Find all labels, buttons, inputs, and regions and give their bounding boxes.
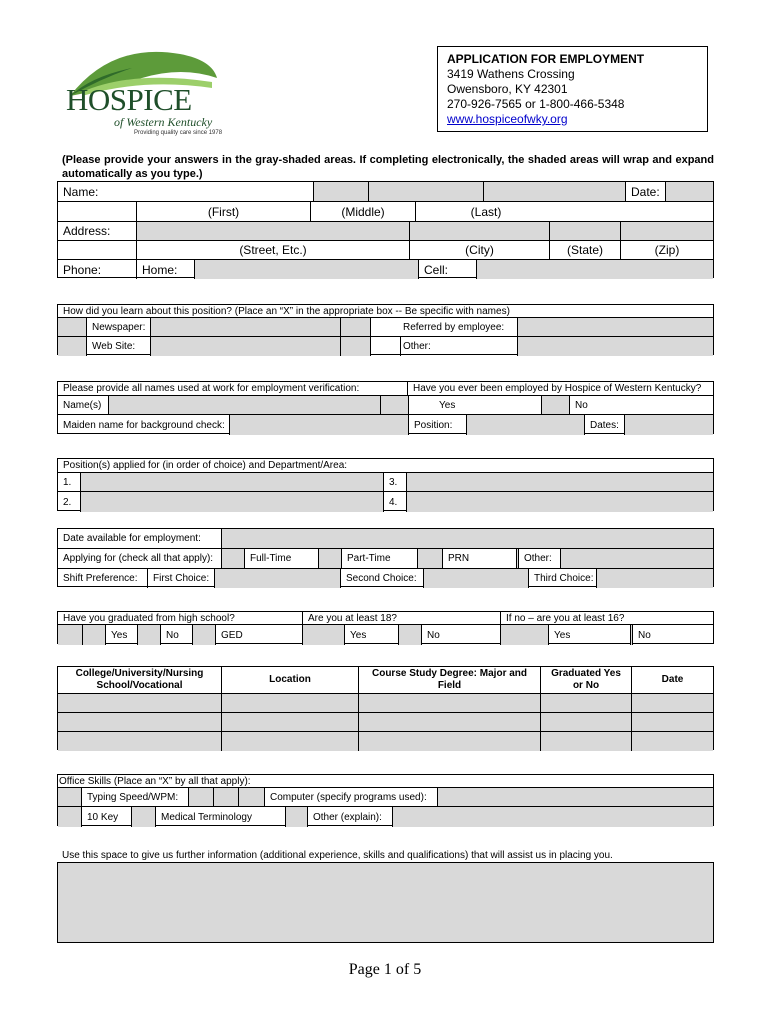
- verification-prompt-row: [58, 382, 713, 396]
- computer-field[interactable]: [438, 788, 713, 806]
- age18-yes-label: Yes: [345, 625, 399, 645]
- graduated-field[interactable]: [541, 694, 632, 712]
- position-2-label: 2.: [58, 492, 81, 512]
- last-caption: (Last): [470, 204, 502, 219]
- zip-caption: (Zip): [654, 243, 680, 257]
- location-field[interactable]: [222, 713, 359, 731]
- school-field[interactable]: [58, 713, 222, 731]
- prn-label: PRN: [443, 549, 517, 568]
- date-field[interactable]: [666, 182, 713, 201]
- course-field[interactable]: [359, 694, 541, 712]
- date-available-label: Date available for employment:: [58, 529, 222, 548]
- typing-wpm-field[interactable]: [189, 788, 214, 806]
- home-phone-field[interactable]: [195, 260, 419, 279]
- page-number: Page 1 of 5: [348, 961, 422, 978]
- source-question-row: [58, 305, 713, 318]
- age16-prompt: If no – are you at least 16?: [506, 612, 625, 624]
- education-header-row: [58, 667, 713, 694]
- skills-prompt: Office Skills (Place an “X” by all that apply):: [59, 775, 251, 787]
- header-box: [437, 46, 708, 132]
- state-caption: (State): [550, 241, 621, 259]
- names-label: Name(s): [58, 396, 109, 414]
- zip-field[interactable]: [621, 222, 713, 240]
- medical-label: Medical Terminology: [156, 807, 286, 827]
- further-info-prompt: Use this space to give us further information (additional experience, skills and qualifications) that will assist us in placing you.: [62, 850, 613, 861]
- logo-name: HOSPICE: [66, 82, 192, 117]
- location-field[interactable]: [222, 732, 359, 751]
- address-caption-row: [58, 241, 713, 260]
- employed-prompt: Have you ever been employed by Hospice of Western Kentucky?: [413, 383, 702, 394]
- computer-label: Computer (specify programs used):: [265, 788, 438, 806]
- tenkey-checkbox[interactable]: [58, 807, 82, 827]
- personal-info-section: [57, 181, 714, 278]
- positions-row-2: [58, 492, 713, 512]
- prn-checkbox[interactable]: [418, 549, 443, 568]
- availability-section: [57, 528, 714, 587]
- medical-checkbox[interactable]: [132, 807, 156, 827]
- first-choice-field[interactable]: [215, 569, 341, 588]
- age18-no-label: No: [422, 625, 501, 645]
- other-label: Other:: [398, 337, 518, 356]
- position-2-field[interactable]: [81, 492, 384, 512]
- source-section: [57, 304, 714, 355]
- first-caption: (First): [137, 202, 311, 221]
- position-3-field[interactable]: [407, 473, 713, 491]
- names-row: [58, 396, 713, 415]
- date-label: Date:: [626, 182, 666, 201]
- skills-section: [57, 774, 714, 826]
- address-label: Address:: [58, 222, 137, 240]
- name-label: Name:: [58, 182, 314, 201]
- skills-row-2: [58, 807, 713, 827]
- fulltime-label: Full-Time: [245, 549, 319, 568]
- first-choice-label: First Choice:: [148, 569, 215, 588]
- logo-tagline: Providing quality care since 1978: [134, 130, 223, 136]
- graduation-section: [57, 611, 714, 644]
- graduated-field[interactable]: [541, 732, 632, 751]
- applying-label: Applying for (check all that apply):: [58, 549, 222, 568]
- street-caption: (Street, Etc.): [137, 241, 410, 259]
- other-skills-field[interactable]: [393, 807, 713, 827]
- education-row: [58, 694, 713, 713]
- fulltime-checkbox[interactable]: [222, 549, 245, 568]
- date-field-edu[interactable]: [632, 713, 713, 731]
- hospice-logo: [62, 48, 227, 140]
- city-caption: (City): [410, 241, 550, 259]
- graduation-prompt-row: [58, 612, 713, 625]
- position-4-field[interactable]: [407, 492, 713, 512]
- no-checkbox[interactable]: [542, 396, 570, 414]
- positions-row-1: [58, 473, 713, 492]
- position-label: Position:: [409, 415, 467, 435]
- state-field[interactable]: [550, 222, 621, 240]
- date-field-edu[interactable]: [632, 732, 713, 751]
- phone-numbers: 270-926-7565 or 1-800-466-5348: [447, 97, 625, 111]
- position-4-label: 4.: [384, 492, 407, 512]
- positions-section: [57, 458, 714, 511]
- date-field-edu[interactable]: [632, 694, 713, 712]
- maiden-label: Maiden name for background check:: [58, 415, 230, 435]
- hs-yes-checkbox[interactable]: [83, 625, 106, 645]
- address-line-2: Owensboro, KY 42301: [447, 82, 568, 96]
- hs-yes-label: Yes: [106, 625, 138, 645]
- cell-label: Cell:: [419, 260, 477, 279]
- middle-caption: (Middle): [311, 202, 416, 221]
- school-field[interactable]: [58, 732, 222, 751]
- third-choice-label: Third Choice:: [529, 569, 597, 588]
- cell-phone-field[interactable]: [477, 260, 713, 279]
- age16-yes-checkbox[interactable]: [501, 625, 549, 645]
- middle-name-field[interactable]: [369, 182, 484, 201]
- other-checkbox[interactable]: [341, 337, 371, 356]
- position-3-label: 3.: [384, 473, 407, 491]
- education-header-date: Date: [661, 674, 684, 685]
- source-row-1: [58, 318, 713, 337]
- age18-no-checkbox[interactable]: [399, 625, 422, 645]
- computer-checkbox[interactable]: [239, 788, 265, 806]
- position-1-label: 1.: [58, 473, 81, 491]
- date-available-row: [58, 529, 713, 549]
- location-field[interactable]: [222, 694, 359, 712]
- other-availability-label: Other:: [519, 549, 561, 568]
- position-field[interactable]: [467, 415, 585, 435]
- phone-label: Phone:: [58, 260, 137, 279]
- date-available-field[interactable]: [222, 529, 713, 548]
- education-header-location: Location: [222, 667, 359, 693]
- further-info-field[interactable]: [57, 862, 714, 943]
- form-title: APPLICATION FOR EMPLOYMENT: [447, 52, 645, 66]
- ged-checkbox[interactable]: [193, 625, 216, 645]
- street-field[interactable]: [137, 222, 410, 240]
- website-field[interactable]: [151, 337, 341, 356]
- age18-yes-checkbox[interactable]: [303, 625, 345, 645]
- applying-row: [58, 549, 713, 569]
- home-label: Home:: [137, 260, 195, 279]
- instructions: (Please provide your answers in the gray-shaded areas. If completing electronically, the shaded areas will wrap and expand automatically as you type.): [62, 154, 714, 180]
- names-prompt: Please provide all names used at work for employment verification:: [58, 382, 408, 395]
- typing-checkbox[interactable]: [58, 788, 82, 806]
- education-row: [58, 713, 713, 732]
- first-name-field[interactable]: [314, 182, 369, 201]
- other-availability-field[interactable]: [561, 549, 713, 568]
- referred-label: Referred by employee:: [398, 318, 518, 336]
- last-name-field[interactable]: [484, 182, 626, 201]
- graduated-field[interactable]: [541, 713, 632, 731]
- hs-no-checkbox[interactable]: [138, 625, 161, 645]
- age16-yes-label: Yes: [549, 625, 631, 645]
- website-checkbox[interactable]: [58, 337, 87, 356]
- website-label: Web Site:: [87, 337, 151, 356]
- source-row-2: [58, 337, 713, 356]
- second-choice-field[interactable]: [424, 569, 529, 588]
- maiden-field[interactable]: [230, 415, 409, 435]
- second-choice-label: Second Choice:: [341, 569, 424, 588]
- tenkey-label: 10 Key: [82, 807, 132, 827]
- source-question: How did you learn about this position? (Place an “X” in the appropriate box -- Be specific with names): [63, 305, 510, 317]
- skills-row-1: [58, 788, 713, 807]
- verification-section: [57, 381, 714, 434]
- maiden-row: [58, 415, 713, 435]
- position-1-field[interactable]: [81, 473, 384, 491]
- address-line-1: 3419 Wathens Crossing: [447, 67, 575, 81]
- dates-label: Dates:: [585, 415, 625, 435]
- positions-prompt-row: [58, 459, 713, 473]
- education-table: [57, 666, 714, 750]
- name-row: [58, 182, 713, 202]
- skills-prompt-row: [58, 775, 713, 788]
- education-header-course: Course Study Degree: Major and Field: [359, 667, 541, 693]
- address-row: [58, 222, 713, 241]
- hs-no-label: No: [161, 625, 193, 645]
- hs-prompt: Have you graduated from high school?: [58, 612, 303, 624]
- third-choice-field[interactable]: [597, 569, 713, 588]
- other-field[interactable]: [518, 337, 713, 356]
- positions-prompt: Position(s) applied for (in order of choice) and Department/Area:: [63, 460, 348, 471]
- names-field[interactable]: [109, 396, 381, 414]
- school-field[interactable]: [58, 694, 222, 712]
- parttime-label: Part-Time: [342, 549, 418, 568]
- newspaper-field[interactable]: [151, 318, 341, 336]
- ged-label: GED: [216, 625, 303, 645]
- age18-prompt: Are you at least 18?: [303, 612, 501, 624]
- phone-row: [58, 260, 713, 279]
- no-label: No: [575, 399, 588, 411]
- other-skills-label: Other (explain):: [308, 807, 393, 827]
- newspaper-checkbox[interactable]: [58, 318, 87, 336]
- referred-field[interactable]: [518, 318, 713, 336]
- course-field[interactable]: [359, 732, 541, 751]
- typing-label: Typing Speed/WPM:: [82, 788, 189, 806]
- shift-row: [58, 569, 713, 588]
- name-caption-row: [58, 202, 713, 222]
- referred-checkbox[interactable]: [341, 318, 371, 336]
- newspaper-label: Newspaper:: [87, 318, 151, 336]
- city-field[interactable]: [410, 222, 550, 240]
- website-link[interactable]: www.hospiceofwky.org: [447, 112, 568, 126]
- logo-subtitle: of Western Kentucky: [114, 115, 213, 129]
- other-skills-checkbox[interactable]: [286, 807, 308, 827]
- dates-field[interactable]: [625, 415, 713, 435]
- yes-label: Yes: [409, 396, 542, 414]
- yes-checkbox[interactable]: [381, 396, 409, 414]
- education-header-graduated: Graduated Yes or No: [541, 667, 632, 693]
- graduation-answer-row: [58, 625, 713, 645]
- course-field[interactable]: [359, 713, 541, 731]
- parttime-checkbox[interactable]: [319, 549, 342, 568]
- age16-no-label: No: [638, 629, 651, 641]
- education-row: [58, 732, 713, 751]
- education-header-school: College/University/Nursing School/Vocational: [58, 667, 222, 693]
- shift-label: Shift Preference:: [58, 569, 148, 588]
